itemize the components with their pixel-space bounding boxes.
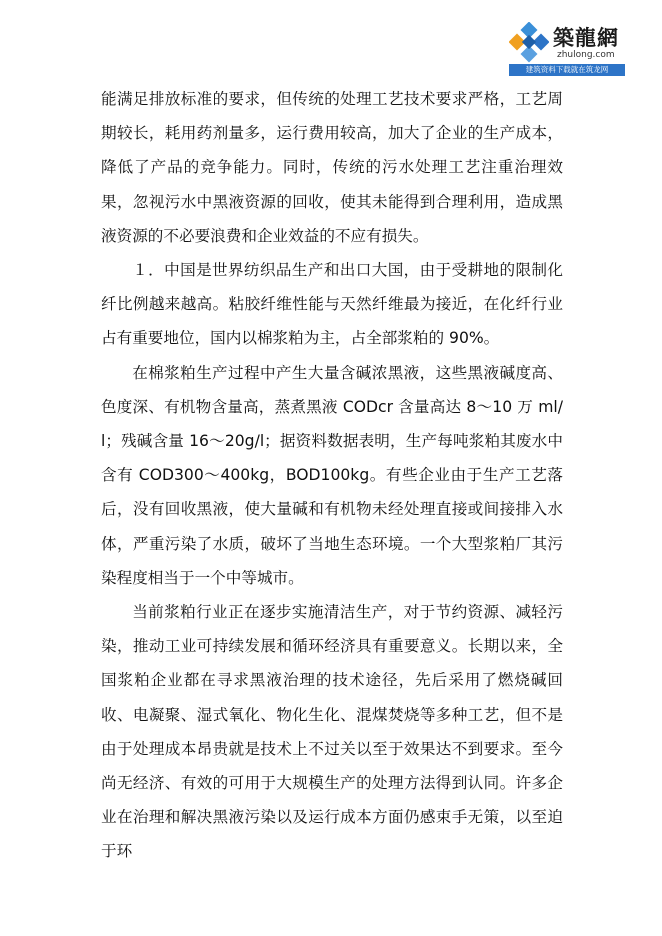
logo-name: 築龍網 xyxy=(553,25,619,50)
zhulong-logo-icon xyxy=(509,22,549,64)
paragraph-1: 能满足排放标准的要求，但传统的处理工艺技术要求严格，工艺周期较长，耗用药剂量多，运行费用较高，加大了企业的生产成本，降低了产品的竞争能力。同时，传统的污水处理工艺注重治理效果，忽视污水中黑液资源的回收，使其未能得到合理利用，造成黑液资源的不必要浪费和企业效益的不应有损失。 xyxy=(101,90,563,245)
document-body xyxy=(101,82,563,869)
paragraph-4: 当前浆粕行业正在逐步实施清洁生产，对于节约资源、减轻污染，推动工业可持续发展和循环经济具有重要意义。长期以来，全国浆粕企业都在寻求黑液治理的技术途径，先后采用了燃烧碱回收、电凝聚、湿式氧化、物化生化、混煤焚烧等多种工艺，但不是由于处理成本昂贵就是技术上不过关以至于效果达不到要求。至今尚无经济、有效的可用于大规模生产的处理方法得到认同。许多企业在治理和解决黑液污染以及运行成本方面仍感束手无策，以至迫于环 xyxy=(101,603,563,861)
paragraph-3: 在棉浆粕生产过程中产生大量含碱浓黑液，这些黑液碱度高、色度深、有机物含量高，蒸煮黑液 CODcr 含量高达 8～10 万 ml/l；残碱含量 16～20g/l；据资料数据表明，生产每吨浆粕其废水中含有 COD300～400kg，BOD100kg。有些企业由于生产工艺落后，没有回收黑液，使大量碱和有机物未经处理直接或间接排入水体，严重污染了水质，破坏了当地生态环境。一个大型浆粕厂其污染程度相当于一个中等城市。 xyxy=(101,363,563,587)
logo-domain: zhulong.com xyxy=(557,50,615,60)
logo-slogan: 建筑资料下载就在筑龙网 xyxy=(509,64,625,76)
zhulong-logo xyxy=(509,14,625,76)
paragraph-2: １．中国是世界纺织品生产和出口大国，由于受耕地的限制化纤比例越来越高。粘胶纤维性能与天然纤维最为接近，在化纤行业占有重要地位，国内以棉浆粕为主，占全部浆粕的 90%。 xyxy=(101,261,563,348)
